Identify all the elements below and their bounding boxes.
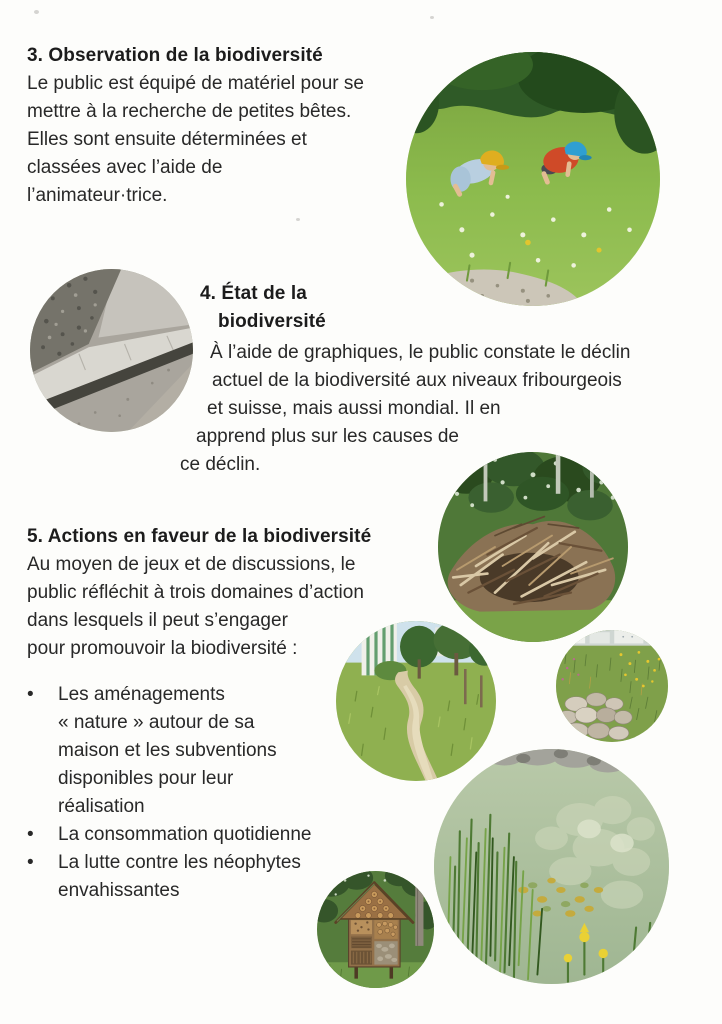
photo-stone-pile — [556, 630, 668, 742]
section4-heading-line1: 4. État de la — [200, 283, 307, 304]
bullet-line: La lutte contre les néophytes — [58, 852, 301, 873]
section5-paragraph — [27, 551, 364, 663]
text-line: l’animateur·trice. — [27, 185, 168, 206]
bullet-dot: • — [27, 824, 34, 845]
text-line: Le public est équipé de matériel pour se — [27, 73, 364, 94]
bullet-line: envahissantes — [58, 880, 180, 901]
scan-speck — [430, 16, 434, 19]
text-line: et suisse, mais aussi mondial. Il en — [207, 398, 501, 419]
text-line: actuel de la biodiversité aux niveaux fribourgeois — [212, 370, 622, 391]
scan-speck — [296, 218, 300, 221]
photo-pond — [434, 749, 669, 984]
list-item — [27, 849, 312, 905]
bullet-dot: • — [27, 684, 34, 705]
section4-heading-line2: biodiversité — [218, 311, 326, 332]
photo-meadow-path — [336, 621, 496, 781]
list-item — [27, 821, 312, 849]
section5-heading: 5. Actions en faveur de la biodiversité — [27, 526, 372, 547]
text-line: Elles sont ensuite déterminées et — [27, 129, 307, 150]
list-item — [27, 681, 312, 821]
section4-block — [180, 280, 630, 479]
text-line: À l’aide de graphiques, le public constate le déclin — [210, 342, 631, 363]
photo-insect-hotel — [317, 871, 434, 988]
bullet-line: disponibles pour leur — [58, 768, 234, 789]
section3-paragraph — [27, 70, 364, 210]
action-bullet-list — [27, 681, 312, 905]
text-line: pour promouvoir la biodiversité : — [27, 638, 298, 659]
photo-gravel-curb — [30, 269, 193, 432]
scan-speck — [34, 10, 39, 14]
section3-heading: 3. Observation de la biodiversité — [27, 45, 323, 66]
bullet-line: maison et les subventions — [58, 740, 277, 761]
text-line: dans lesquels il peut s’engager — [27, 610, 288, 631]
text-line: classées avec l’aide de — [27, 157, 223, 178]
bullet-line: La consommation quotidienne — [58, 824, 312, 845]
photo-branch-pile — [438, 452, 628, 642]
bullet-line: Les aménagements — [58, 684, 225, 705]
text-line: apprend plus sur les causes de — [196, 426, 459, 447]
text-line: ce déclin. — [180, 454, 261, 475]
text-line: mettre à la recherche de petites bêtes. — [27, 101, 352, 122]
photo-children-searching-meadow — [406, 52, 660, 306]
bullet-dot: • — [27, 852, 34, 873]
bullet-line: réalisation — [58, 796, 145, 817]
text-line: public réfléchit à trois domaines d’action — [27, 582, 364, 603]
text-line: Au moyen de jeux et de discussions, le — [27, 554, 356, 575]
bullet-line: « nature » autour de sa — [58, 712, 255, 733]
